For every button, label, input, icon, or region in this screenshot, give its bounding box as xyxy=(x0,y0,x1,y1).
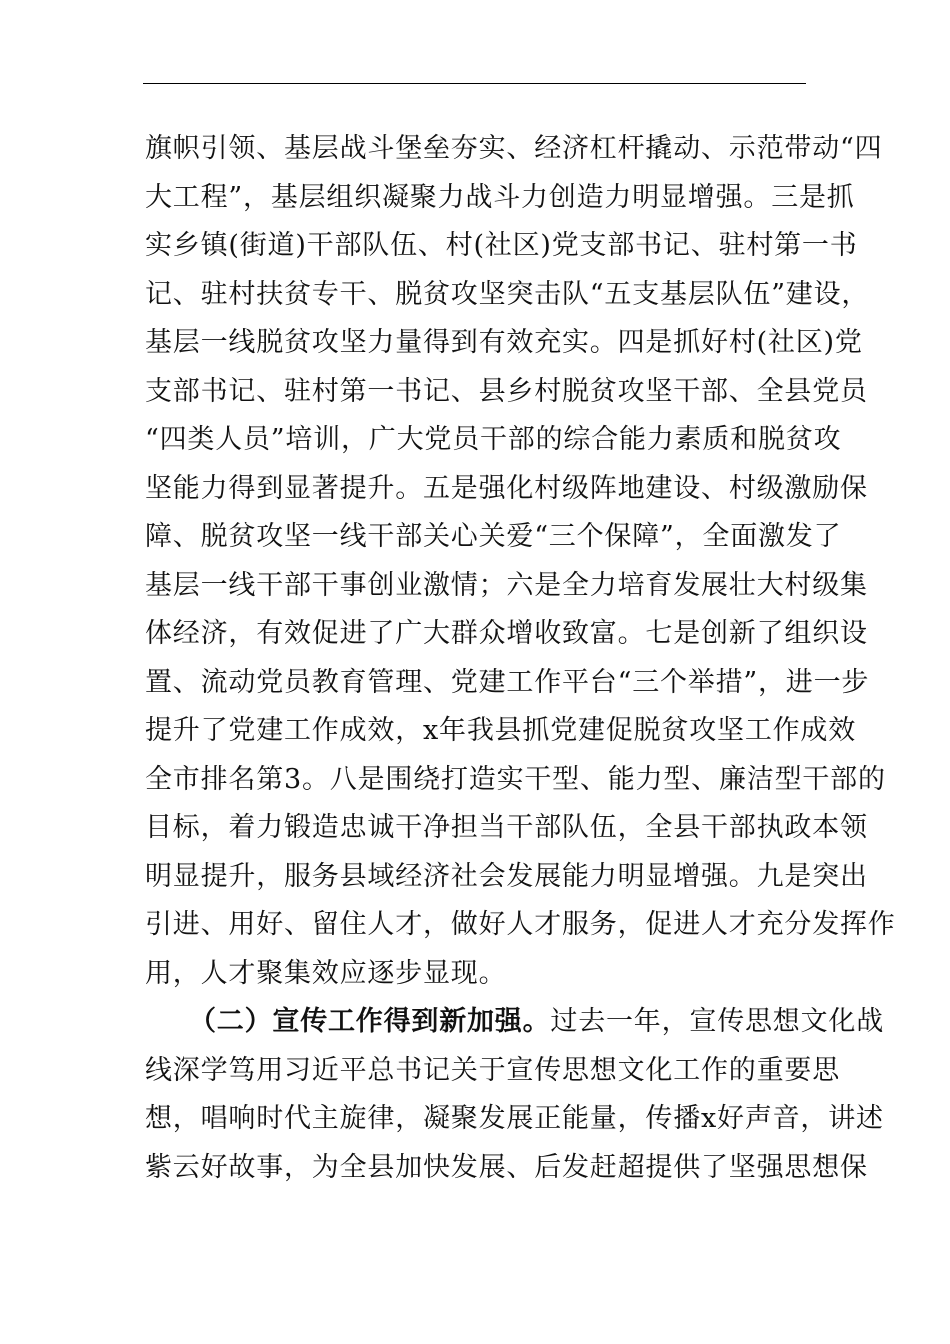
section-intro-text: 过去一年，宣传思想文化战 xyxy=(550,1006,885,1037)
text-line: 记、驻村扶贫专干、脱贫攻坚突击队“五支基层队伍”建设， xyxy=(145,278,870,310)
text-line: 体经济，有效促进了广大群众增收致富。七是创新了组织设 xyxy=(145,618,868,649)
text-line: 坚能力得到显著提升。五是强化村级阵地建设、村级激励保 xyxy=(145,472,868,504)
header-rule xyxy=(143,83,806,84)
text-line: 紫云好故事，为全县加快发展、后发赶超提供了坚强思想保 xyxy=(145,1151,868,1183)
text-line: 旗帜引领、基层战斗堡垒夯实、经济杠杆撬动、示范带动“四 xyxy=(145,133,883,164)
text-line: 基层一线干部干事创业激情；六是全力培育发展壮大村级集 xyxy=(145,569,868,601)
text-line: 支部书记、驻村第一书记、县乡村脱贫攻坚干部、全县党员 xyxy=(145,375,868,407)
body-text xyxy=(145,125,896,1192)
text-line: 实乡镇(街道)干部队伍、村(社区)党支部书记、驻村第一书 xyxy=(145,230,858,261)
text-line: 大工程”，基层组织凝聚力战斗力创造力明显增强。三是抓 xyxy=(145,181,855,213)
text-line: 全市排名第3。八是围绕打造实干型、能力型、廉洁型干部的 xyxy=(145,763,886,795)
text-line: “四类人员”培训，广大党员干部的综合能力素质和脱贫攻 xyxy=(145,424,842,455)
text-line: 提升了党建工作成效，x年我县抓党建促脱贫攻坚工作成效 xyxy=(145,715,857,746)
text-line: 用，人才聚集效应逐步显现。 xyxy=(145,957,507,989)
text-line: 线深学笃用习近平总书记关于宣传思想文化工作的重要思 xyxy=(145,1054,840,1086)
text-line: 引进、用好、留住人才，做好人才服务，促进人才充分发挥作 xyxy=(145,909,896,940)
text-line: 想，唱响时代主旋律，凝聚发展正能量，传播x好声音，讲述 xyxy=(145,1103,884,1134)
text-line: 基层一线脱贫攻坚力量得到有效充实。四是抓好村(社区)党 xyxy=(145,327,863,358)
text-line: 置、流动党员教育管理、党建工作平台“三个举措”，进一步 xyxy=(145,666,870,698)
text-line: 目标，着力锻造忠诚干净担当干部队伍，全县干部执政本领 xyxy=(145,812,868,843)
section-heading: （二）宣传工作得到新加强。 xyxy=(189,1006,551,1037)
text-line: 障、脱贫攻坚一线干部关心关爱“三个保障”，全面激发了 xyxy=(145,521,842,552)
text-line: 明显提升，服务县域经济社会发展能力明显增强。九是突出 xyxy=(145,860,868,892)
section-heading-line xyxy=(145,998,885,1047)
